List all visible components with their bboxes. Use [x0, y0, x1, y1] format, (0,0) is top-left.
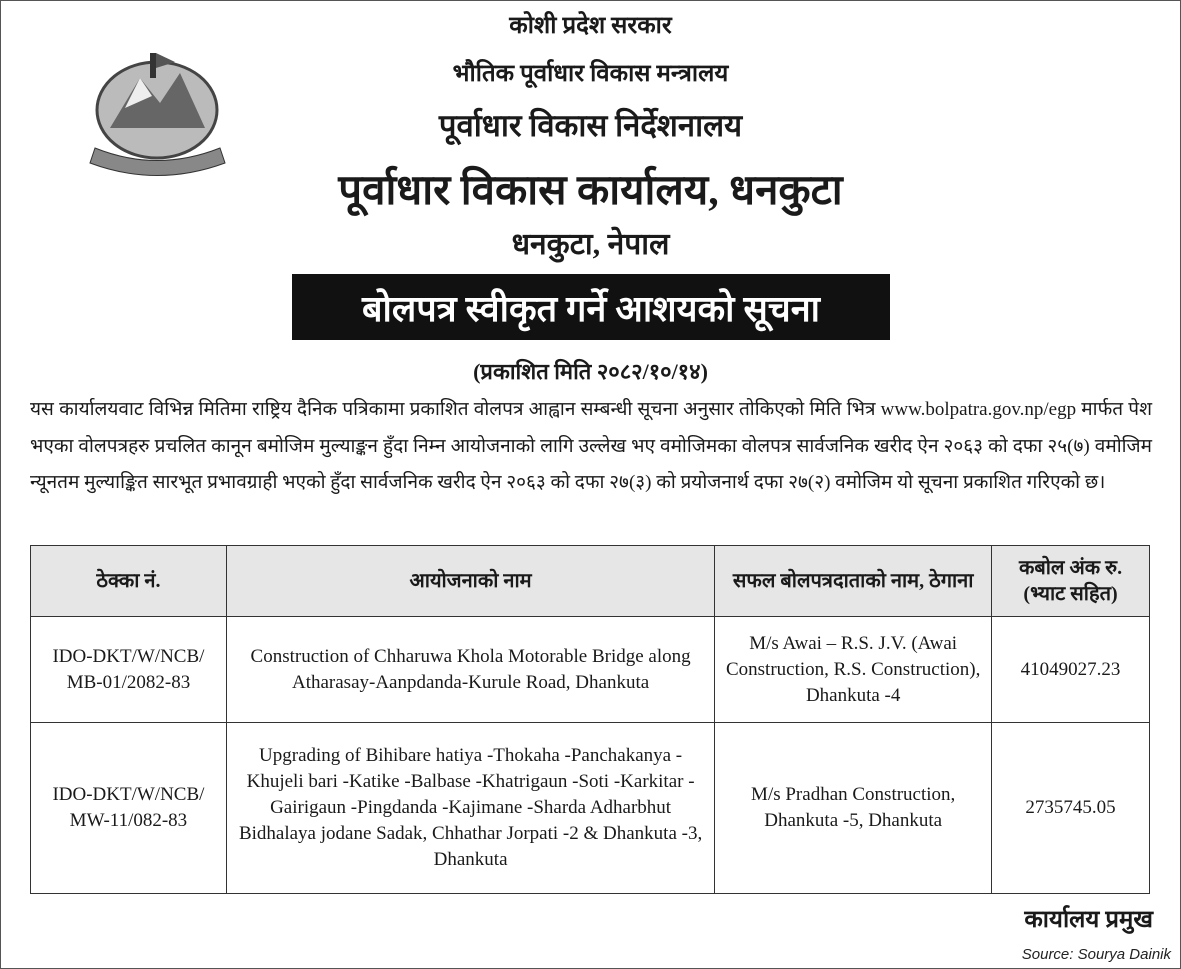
contract-no: IDO-DKT/W/NCB/ MW-11/082-83 [31, 723, 227, 894]
header-project-name: आयोजनाको नाम [226, 546, 714, 617]
source-credit: Source: Sourya Dainik [1021, 946, 1171, 963]
table-row [31, 723, 1150, 894]
bidder: M/s Pradhan Construction, Dhankuta -5, Dhankuta [715, 723, 992, 894]
ministry-heading: भौतिक पूर्वाधार विकास मन्त्रालय [452, 61, 729, 87]
published-date: (प्रकाशित मिति २०८२/१०/१४) [473, 359, 708, 384]
province-government-heading: कोशी प्रदेश सरकार [509, 13, 672, 39]
table-header-row [31, 546, 1150, 617]
bid-amount: 2735745.05 [992, 723, 1150, 894]
table-row [31, 617, 1150, 723]
notice-body-text: यस कार्यालयवाट विभिन्न मितिमा राष्ट्रिय दैनिक पत्रिकामा प्रकाशित वोलपत्र आह्वान सम्बन्धी सूचना अनुसार तोकिएको मिति भित्र www.bolpatra.gov.np/egp मार्फत पेश भएका वोलपत्रहरु प्रचलित कानून बमोजिम मुल्याङ्कन हुँदा निम्न आयोजनाको लागि उल्लेख भए वमोजिमका वोलपत्र सार्वजनिक खरीद ऐन २०६३ को दफा २५(७) वमोजिम न्यूनतम मुल्याङ्कित सारभूत प्रभावग्राही भएको हुँदा सार्वजनिक खरीद ऐन २०६३ को दफा २७(३) को प्रयोजनार्थ दफा २७(२) वमोजिम यो सूचना प्रकाशित गरिएको छ। [30, 399, 1152, 493]
bid-amount: 41049027.23 [992, 617, 1150, 723]
header-contract-no: ठेक्का नं. [31, 546, 227, 617]
notice-title-banner: बोलपत्र स्वीकृत गर्ने आशयको सूचना [292, 274, 890, 340]
office-heading: पूर्वाधार विकास कार्यालय, धनकुटा [338, 168, 843, 214]
bidder: M/s Awai – R.S. J.V. (Awai Construction, R.S. Construction), Dhankuta -4 [715, 617, 992, 723]
signature-office-chief: कार्यालय प्रमुख [1024, 907, 1153, 933]
awarded-bids-table [30, 545, 1150, 894]
project-name: Construction of Chharuwa Khola Motorable Bridge along Atharasay-Aanpdanda-Kurule Road, Dhankuta [226, 617, 714, 723]
header-bidder: सफल बोलपत्रदाताको नाम, ठेगाना [715, 546, 992, 617]
directorate-heading: पूर्वाधार विकास निर्देशनालय [438, 108, 743, 143]
location-heading: धनकुटा, नेपाल [511, 228, 670, 261]
project-name: Upgrading of Bihibare hatiya -Thokaha -Panchakanya -Khujeli bari -Katike -Balbase -Khatrigaun -Soti -Karkitar -Gairigaun -Pingdanda -Kajimane -Sharda Adharbhut Bidhalaya jodane Sadak, Chhathar Jorpati -2 & Dhankuta -3, Dhankuta [226, 723, 714, 894]
header-bid-amount: कबोल अंक रु. (भ्याट सहित) [992, 546, 1150, 617]
contract-no: IDO-DKT/W/NCB/ MB-01/2082-83 [31, 617, 227, 723]
